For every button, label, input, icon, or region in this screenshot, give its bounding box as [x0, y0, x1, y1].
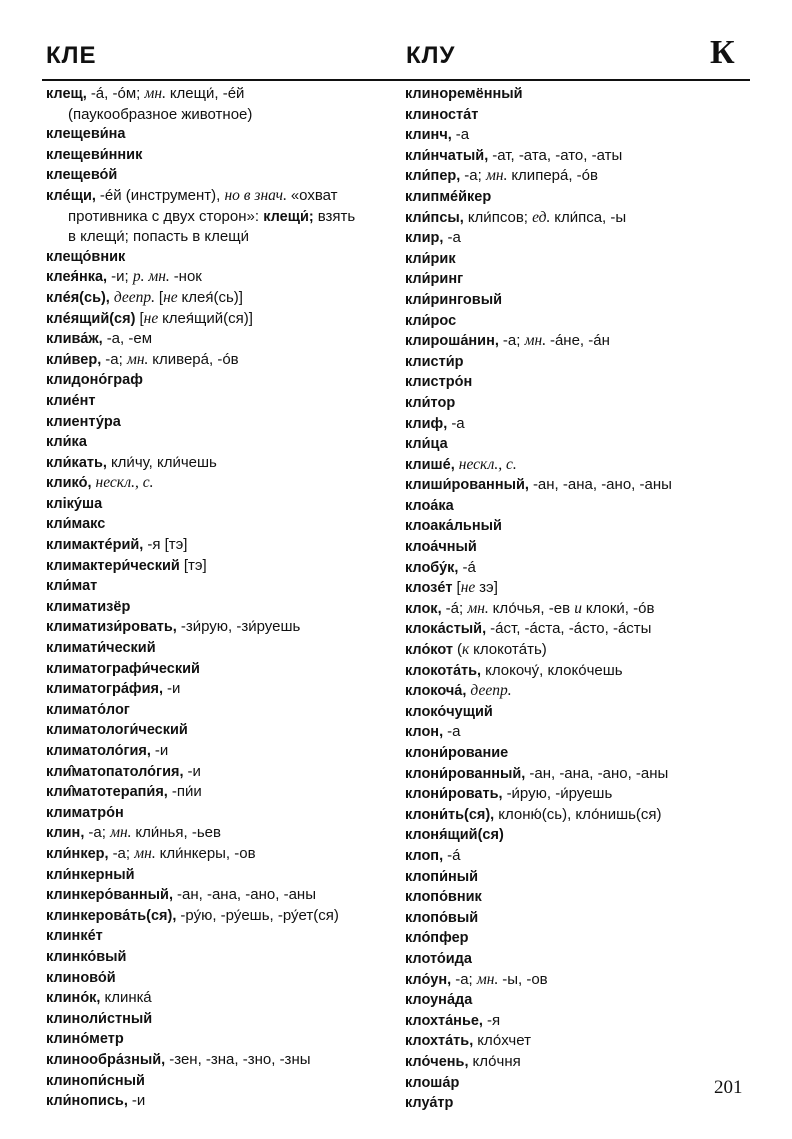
dictionary-line: [46, 844, 390, 865]
headword: клещи́;: [263, 208, 318, 225]
grammar-label: мн.: [476, 970, 503, 988]
dictionary-line: [405, 187, 750, 208]
dictionary-line: [46, 720, 390, 741]
dictionary-line: [405, 414, 750, 435]
headword: кли́вер,: [46, 351, 106, 368]
headword: клиенту́ра: [46, 413, 121, 430]
headword: кли́нкерный: [46, 866, 135, 883]
entry-text: клоки́, -óв: [585, 599, 655, 617]
entry-text: клокотáть): [473, 641, 547, 659]
dictionary-line: [46, 186, 390, 207]
headword: клоа́ка: [405, 497, 454, 514]
entry-text: -á, -óм;: [90, 85, 145, 102]
grammar-label: мн.: [524, 332, 550, 350]
grammar-label: мн.: [467, 599, 493, 617]
grammar-label: нескл., с.: [95, 474, 154, 492]
entry-text: -á: [447, 846, 461, 864]
dictionary-line: [405, 970, 750, 991]
right-column: [405, 84, 750, 1114]
entry-text: -зи́рую, -зи́руешь: [180, 618, 301, 636]
entry-text: -а, -ем: [106, 330, 153, 348]
entry-text: противника с двух сторон»:: [68, 207, 264, 225]
page-number: 201: [714, 1077, 743, 1098]
headword: кли́нкер,: [46, 845, 113, 862]
headword: кли́ка: [46, 434, 87, 451]
headword: клино́метр: [46, 1031, 124, 1048]
headword: клистро́н: [405, 374, 473, 391]
entry-text: клиперá, -óв: [511, 167, 598, 185]
dictionary-line: [46, 885, 390, 906]
dictionary-line: [405, 825, 750, 846]
dictionary-line: [46, 1071, 390, 1092]
dictionary-line: [405, 434, 750, 455]
headword: клещо́вник: [46, 248, 126, 265]
dictionary-line: [405, 558, 750, 579]
entry-text: кливерá, -óв: [152, 350, 239, 368]
entry-text: -я [тэ]: [147, 536, 188, 554]
dictionary-line: [405, 990, 750, 1011]
headword: клиноста́т: [405, 106, 479, 123]
entry-text: кли́пса, -ы: [554, 208, 627, 226]
headword: климато́лог: [46, 701, 130, 718]
headword: климатографи́ческий: [46, 660, 200, 677]
entry-text: взять: [317, 207, 356, 225]
dictionary-line: [46, 165, 390, 186]
headword: клокота́ть,: [405, 662, 486, 679]
entry-text: -а: [447, 229, 461, 247]
headword: клоака́льный: [405, 518, 502, 535]
headword: климати́ческий: [46, 640, 156, 657]
headword: клозéт: [405, 580, 457, 597]
dictionary-line: [46, 494, 390, 515]
headword: клещеви́на: [46, 126, 126, 143]
dictionary-line: [46, 247, 390, 268]
headword: клото́ида: [405, 950, 472, 967]
headword: клива́ж,: [46, 331, 107, 348]
entry-text: клокочу́, клоко́чешь: [485, 661, 623, 679]
entry-text: -и: [167, 680, 181, 698]
dictionary-line: [405, 887, 750, 908]
dictionary-line: [46, 535, 390, 556]
dictionary-line: [46, 782, 390, 803]
dictionary-line: [46, 741, 390, 762]
headword: клея́нка,: [46, 269, 112, 286]
entry-text: клинкá: [104, 989, 152, 1007]
dictionary-line: [405, 537, 750, 558]
grammar-label: р. мн.: [132, 268, 174, 286]
dictionary-line: [405, 311, 750, 332]
headword: клуа́тр: [405, 1095, 454, 1112]
dictionary-line: [46, 514, 390, 535]
headword: клинкéт: [46, 928, 103, 945]
dictionary-line: [405, 743, 750, 764]
dictionary-line: [46, 267, 390, 288]
headword: кли́пер,: [405, 168, 465, 185]
running-head-left: КЛЕ: [46, 42, 97, 69]
dictionary-line: [46, 391, 390, 412]
entry-text: -а;: [464, 167, 486, 185]
entry-text: -ы, -ов: [502, 970, 548, 988]
dictionary-line: [405, 228, 750, 249]
dictionary-line: [46, 988, 390, 1009]
entry-text: -ан, -ана, -ано, -аны: [532, 476, 672, 494]
entry-text: -ру́ю, -ру́ешь, -ру́ет(ся): [180, 906, 339, 924]
entry-text: -пи́и: [171, 783, 202, 801]
entry-text: -зен, -зна, -зно, -зны: [169, 1050, 311, 1068]
headword: клони́ровать,: [405, 786, 507, 803]
dictionary-line: [405, 619, 750, 640]
entry-text: клоню́(сь), кло́нишь(ся): [498, 805, 662, 823]
headword: клокоча́,: [405, 683, 471, 700]
dictionary-line: [405, 1031, 750, 1052]
entry-text: -а: [455, 126, 470, 144]
grammar-label: к: [462, 641, 474, 659]
grammar-label: и: [574, 599, 586, 617]
headword: клок,: [405, 600, 446, 617]
dictionary-line: [46, 207, 390, 228]
headword: кли̂матопатоло́гия,: [46, 763, 188, 780]
headword: клиши́рованный,: [405, 477, 533, 494]
dictionary-line: [405, 516, 750, 537]
grammar-label: не: [143, 309, 163, 327]
headword: клоша́р: [405, 1074, 460, 1091]
headword: кли́ца: [405, 436, 448, 453]
entry-text: клея́щий(ся)]: [162, 309, 253, 327]
dictionary-line: [405, 661, 750, 682]
entry-text: -а;: [455, 970, 477, 988]
headword: клоуна́да: [405, 992, 473, 1009]
headword: кли̂матотерапи́я,: [46, 784, 172, 801]
dictionary-line: [46, 700, 390, 721]
entry-text: кли́нья, -ьев: [135, 824, 221, 842]
dictionary-line: [405, 105, 750, 126]
dictionary-line: [46, 1029, 390, 1050]
dictionary-line: [405, 290, 750, 311]
headword: клохта́ть,: [405, 1033, 478, 1050]
headword: клоа́чный: [405, 539, 477, 556]
headword: кли́ринговый: [405, 291, 503, 308]
dictionary-line: [46, 370, 390, 391]
entry-text: (паукообразное животное): [68, 105, 253, 123]
grammar-label: мн.: [485, 167, 512, 185]
headword: клишé,: [405, 456, 459, 473]
dictionary-line: [405, 640, 750, 661]
headword: клéщи,: [46, 187, 100, 204]
dictionary-line: [405, 1011, 750, 1032]
dictionary-line: [405, 166, 750, 187]
headword: клоко́чущий: [405, 703, 493, 720]
dictionary-line: [46, 105, 390, 125]
dictionary-line: [405, 681, 750, 702]
dictionary-line: [405, 352, 750, 373]
headword: климатогра́фия,: [46, 681, 168, 698]
dictionary-line: [46, 556, 390, 577]
entry-text: -а;: [88, 824, 111, 842]
entry-text: кло́хчет: [477, 1032, 531, 1050]
headword: клоп,: [405, 847, 448, 864]
dictionary-line: [46, 576, 390, 597]
dictionary-line: [46, 968, 390, 989]
headword: клéя(сь),: [46, 289, 114, 306]
headword: клопо́вый: [405, 909, 479, 926]
entry-text: [тэ]: [183, 556, 207, 574]
headword: кли́кать,: [46, 454, 111, 471]
headword: клони́рование: [405, 745, 509, 761]
dictionary-line: [405, 1052, 750, 1073]
entry-text: -и: [187, 762, 201, 780]
entry-text: -и;: [111, 268, 133, 286]
headword: кли́тор: [405, 394, 456, 411]
dictionary-line: [405, 269, 750, 290]
dictionary-line: [46, 638, 390, 659]
dictionary-line: [405, 764, 750, 785]
dictionary-line: [405, 496, 750, 517]
dictionary-line: [46, 84, 390, 105]
dictionary-line: [46, 762, 390, 783]
entry-text: -ан, -ана, -ано, -аны: [529, 764, 669, 782]
entry-text: -а;: [105, 350, 127, 368]
dictionary-line: [46, 124, 390, 145]
entry-text: -ат, -ата, -ато, -аты: [492, 146, 623, 164]
dictionary-line: [46, 617, 390, 638]
headword: кли́макс: [46, 516, 106, 533]
headword: клоня́щий(ся): [405, 827, 504, 844]
dictionary-line: [405, 928, 750, 949]
headword: кли́псы,: [405, 209, 468, 226]
headword: климатизи́ровать,: [46, 619, 181, 636]
headword: клон,: [405, 724, 448, 741]
headword: клещево́й: [46, 167, 118, 184]
dictionary-line: [46, 1091, 390, 1112]
entry-text: -ан, -ана, -ано, -аны: [177, 886, 316, 904]
dictionary-line: [46, 926, 390, 947]
entry-text: в клещи́; попасть в клещи́: [68, 228, 249, 246]
headword: климатизёр: [46, 598, 131, 615]
headword: клико́,: [46, 475, 96, 492]
entry-text: [: [456, 579, 461, 597]
entry-text: -а: [447, 723, 461, 741]
dictionary-line: [405, 393, 750, 414]
headword: клиф,: [405, 415, 452, 432]
grammar-label: но в знач.: [224, 186, 291, 204]
grammar-label: деепр.: [470, 682, 512, 700]
entry-text: -а;: [112, 844, 135, 862]
dictionary-line: [405, 125, 750, 146]
entry-text: (: [457, 641, 463, 659]
grammar-label: не: [460, 579, 480, 597]
dictionary-line: [405, 599, 750, 620]
dictionary-line: [46, 659, 390, 680]
headword: клобу́к,: [405, 559, 463, 576]
headword: клохта́нье,: [405, 1012, 487, 1029]
headword: клинко́вый: [46, 948, 127, 965]
entry-text: -и́рую, -и́руешь: [506, 785, 613, 803]
dictionary-line: [46, 288, 390, 309]
dictionary-line: [46, 329, 390, 350]
entry-text: клея́(сь)]: [181, 288, 243, 306]
headword: клони́ть(ся),: [405, 806, 499, 823]
entry-text: кли́чу, кли́чешь: [110, 453, 217, 471]
headword: кли́нчатый,: [405, 147, 493, 164]
entry-text: -и: [154, 742, 169, 759]
entry-text: -áст, -áста, -áсто, -áсты: [490, 620, 652, 638]
dictionary-line: [405, 784, 750, 805]
headword: кли́рик: [405, 250, 456, 267]
headword: клиноли́стный: [46, 1010, 153, 1027]
headword: клещ,: [46, 86, 91, 102]
dictionary-line: [405, 702, 750, 723]
entry-text: -нок: [173, 268, 202, 286]
dictionary-line: [46, 947, 390, 968]
entry-text: [: [158, 288, 164, 306]
dictionary-line: [405, 722, 750, 743]
entry-text: -я: [486, 1011, 501, 1029]
dictionary-line: [46, 145, 390, 166]
grammar-label: мн.: [126, 350, 153, 368]
dictionary-line: [46, 350, 390, 371]
headword: климактéрий,: [46, 537, 148, 554]
dictionary-line: [46, 412, 390, 433]
dictionary-line: [46, 473, 390, 494]
headword: кли́нопись,: [46, 1093, 132, 1110]
dictionary-line: [405, 908, 750, 929]
dictionary-line: [46, 1009, 390, 1030]
headword: клинообра́зный,: [46, 1051, 170, 1068]
headword: клипмéйкер: [405, 188, 492, 205]
grammar-label: ед.: [532, 208, 555, 226]
headword: клиново́й: [46, 969, 116, 986]
headword: клиéнт: [46, 392, 96, 409]
headword: клин,: [46, 825, 89, 842]
headword: клидоно́граф: [46, 372, 143, 389]
entry-text: -а;: [502, 332, 525, 350]
headword: кліку́ша: [46, 495, 103, 512]
entry-text: [: [139, 309, 144, 327]
headword: клопи́ный: [405, 868, 479, 885]
headword: клироша́нин,: [405, 333, 503, 350]
headword: клисти́р: [405, 353, 464, 370]
section-letter: К: [710, 34, 735, 71]
header-rule: [42, 79, 750, 81]
entry-text: -á;: [445, 599, 468, 617]
headword: климактери́ческий: [46, 557, 184, 574]
entry-text: кли́псов;: [467, 208, 533, 226]
headword: кло́чень,: [405, 1053, 473, 1070]
entry-text: кло́чья, -ев: [492, 599, 575, 617]
headword: клинопи́сный: [46, 1072, 145, 1089]
dictionary-line: [405, 146, 750, 167]
headword: клиноремённый: [405, 86, 523, 102]
headword: клинкеро́ванный,: [46, 887, 178, 904]
headword: климатологи́ческий: [46, 722, 188, 739]
dictionary-line: [46, 679, 390, 700]
headword: клир,: [405, 230, 448, 247]
headword: клопо́вник: [405, 889, 482, 906]
headword: клони́рованный,: [405, 765, 530, 782]
headword: клинч,: [405, 127, 456, 144]
grammar-label: нескл., с.: [458, 455, 517, 473]
entry-text: «охват: [290, 186, 338, 204]
grammar-label: мн.: [144, 85, 170, 102]
entry-text: кли́нкеры, -ов: [159, 844, 256, 862]
dictionary-line: [405, 867, 750, 888]
headword: кло́кот: [405, 642, 458, 659]
entry-text: кло́чня: [472, 1052, 521, 1070]
dictionary-line: [46, 432, 390, 453]
entry-text: зэ]: [479, 579, 498, 597]
dictionary-line: [46, 1050, 390, 1071]
dictionary-line: [46, 453, 390, 474]
headword: климатоло́гия,: [46, 743, 155, 759]
dictionary-line: [405, 949, 750, 970]
dictionary-line: [405, 249, 750, 270]
headword: кли́рос: [405, 312, 457, 329]
dictionary-line: [46, 597, 390, 618]
dictionary-line: [405, 331, 750, 352]
grammar-label: мн.: [110, 824, 136, 842]
dictionary-line: [405, 1073, 750, 1094]
dictionary-line: [46, 309, 390, 330]
dictionary-line: [405, 372, 750, 393]
headword: клино́к,: [46, 990, 105, 1007]
dictionary-line: [46, 823, 390, 844]
dictionary-line: [405, 578, 750, 599]
dictionary-line: [405, 846, 750, 867]
dictionary-line: [405, 84, 750, 105]
headword: клещеви́нник: [46, 146, 143, 163]
dictionary-line: [46, 227, 390, 247]
entry-text: -и: [131, 1092, 146, 1110]
entry-text: клещи́, -éй: [169, 85, 245, 102]
headword: кли́мат: [46, 578, 98, 595]
dictionary-line: [46, 906, 390, 927]
headword: клока́стый,: [405, 621, 491, 638]
headword: клéящий(ся): [46, 310, 140, 327]
left-column: [46, 84, 390, 1112]
entry-text: -á: [462, 558, 476, 576]
dictionary-line: [405, 1093, 750, 1114]
dictionary-line: [405, 475, 750, 496]
grammar-label: не: [163, 288, 182, 306]
grammar-label: мн.: [134, 844, 160, 862]
headword: клинкерова́ть(ся),: [46, 907, 181, 924]
headword: климатро́н: [46, 804, 124, 821]
headword: кло́пфер: [405, 930, 469, 947]
dictionary-line: [405, 455, 750, 476]
headword: кло́ун,: [405, 971, 456, 988]
dictionary-line: [46, 803, 390, 824]
entry-text: -áне, -áн: [549, 332, 610, 350]
grammar-label: деепр.: [113, 288, 159, 306]
headword: кли́ринг: [405, 271, 464, 288]
dictionary-line: [405, 208, 750, 229]
entry-text: -éй (инструмент),: [99, 186, 225, 204]
dictionary-line: [405, 805, 750, 826]
entry-text: -а: [451, 414, 465, 432]
running-head-right: КЛУ: [406, 42, 456, 69]
dictionary-line: [46, 865, 390, 886]
